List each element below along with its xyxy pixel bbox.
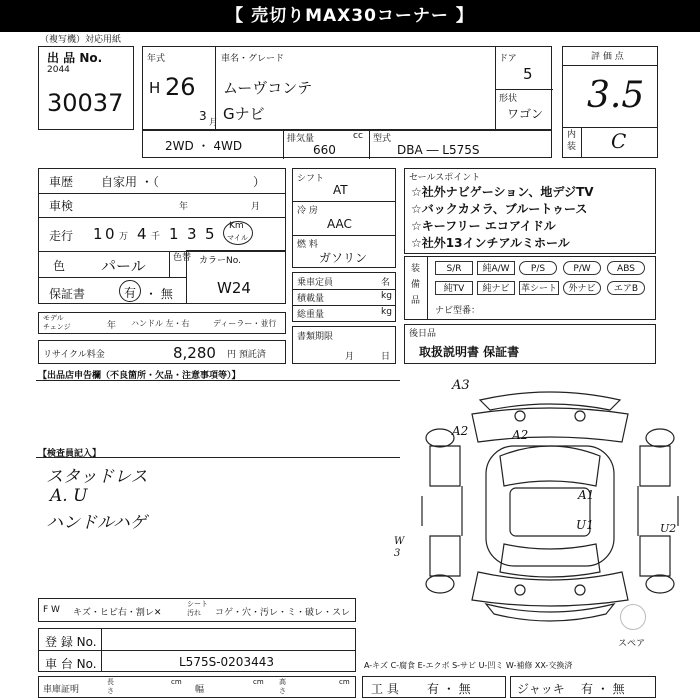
car-grade: Gナビ bbox=[223, 105, 265, 123]
damage-u1: U1 bbox=[576, 518, 594, 532]
fw-row bbox=[38, 598, 356, 622]
sales-point-item: ☆キーフリー エコアイドル bbox=[411, 219, 556, 233]
damage-a2-left: A2 bbox=[452, 424, 469, 438]
car-label: 車名・グレード bbox=[221, 54, 285, 64]
damage-u2: U2 bbox=[660, 522, 677, 535]
color-label: 色 bbox=[53, 259, 66, 273]
chassis-label: 車 台 No. bbox=[45, 657, 97, 671]
model-label: 型式 bbox=[373, 134, 392, 144]
history-value: 自家用 ・（ bbox=[101, 175, 159, 189]
sales-points-label: セールスポイント bbox=[409, 173, 481, 183]
year-value: 26 bbox=[165, 73, 196, 101]
equipment-label: 装 備 品 bbox=[411, 264, 421, 306]
equip-nav: 純ナビ bbox=[477, 281, 515, 295]
equip-tv: 純TV bbox=[435, 281, 473, 295]
mileage-d5: 3 bbox=[187, 225, 197, 243]
car-name: ムーヴコンテ bbox=[223, 79, 313, 97]
docs-expiry-month: 月 bbox=[345, 352, 355, 362]
tools-label: 工 具 bbox=[371, 682, 399, 696]
history-close: ） bbox=[253, 175, 266, 189]
interior-label: 内 装 bbox=[567, 130, 577, 152]
recycle-unit: 円 預託済 bbox=[227, 350, 266, 360]
spare-label: スペア bbox=[618, 639, 646, 649]
equip-leather: 革シート bbox=[519, 281, 559, 295]
length-label: 長 さ bbox=[107, 678, 114, 695]
displacement-unit: cc bbox=[353, 131, 363, 141]
rating-label: 評 価 点 bbox=[591, 52, 624, 62]
equip-aftermarket-nav: 外ナビ bbox=[563, 281, 601, 295]
mileage-d4: 1 bbox=[169, 225, 179, 243]
color-change-label: 色替 bbox=[173, 253, 192, 263]
sales-point-item: ☆バックカメラ、ブルートゥース bbox=[411, 202, 588, 216]
equipment-box bbox=[404, 256, 656, 320]
interior-value: C bbox=[611, 129, 627, 153]
model-change-handle: ハンドル 左・右 bbox=[131, 319, 190, 328]
fuel-value: ガソリン bbox=[319, 251, 368, 265]
inspection-year: 年 bbox=[179, 202, 189, 212]
height-unit: cm bbox=[339, 678, 350, 686]
jack-value: 有 ・ 無 bbox=[581, 682, 625, 696]
door-label: ドア bbox=[499, 54, 517, 64]
damage-a3: A3 bbox=[452, 378, 470, 393]
year-era: H bbox=[149, 79, 161, 97]
docs-expiry bbox=[292, 326, 396, 364]
equip-abs: ABS bbox=[607, 261, 645, 275]
registration-label: 登 録 No. bbox=[45, 635, 97, 649]
lot-number: 30037 bbox=[47, 89, 124, 117]
aircon-label: 冷 房 bbox=[297, 206, 318, 216]
sales-point-item: ☆社外13インチアルミホール bbox=[411, 236, 570, 250]
mileage-d6: 5 bbox=[205, 225, 215, 243]
load-label: 積載量 bbox=[297, 294, 325, 304]
tools-value: 有 ・ 無 bbox=[427, 682, 471, 696]
equipment-nav-note: ナビ型番： bbox=[435, 306, 481, 316]
equip-sr: S/R bbox=[435, 261, 473, 275]
door-value: 5 bbox=[523, 65, 533, 83]
jack-box bbox=[510, 676, 656, 698]
color-code: W24 bbox=[217, 279, 251, 297]
history-label: 車歴 bbox=[49, 175, 74, 189]
banner-title: 【 売切りMAX30コーナー 】 bbox=[0, 0, 700, 32]
spec-row bbox=[142, 130, 552, 158]
model-change-dealer: ディーラー・並行 bbox=[213, 319, 277, 328]
docs-expiry-day: 日 bbox=[381, 352, 391, 362]
width-label: 幅 bbox=[195, 685, 205, 695]
shape-value: ワゴン bbox=[507, 107, 544, 121]
car-box bbox=[142, 46, 552, 130]
shift-value: AT bbox=[333, 183, 348, 197]
fw-damage: キズ・ヒビ右・割レ✕ bbox=[73, 608, 162, 618]
shift-label: シフト bbox=[297, 174, 325, 184]
year-month: 3 bbox=[199, 109, 207, 123]
garage-cert bbox=[38, 676, 356, 698]
docs-expiry-label: 書類期限 bbox=[297, 332, 334, 342]
model-change-year: 年 bbox=[107, 321, 117, 331]
color-value: パール bbox=[101, 257, 146, 275]
damage-legend: A-キズ C-腐食 E-エクボ S-サビ U-凹ミ W-補修 XX-交換済 bbox=[364, 661, 573, 670]
inspection-month: 月 bbox=[251, 202, 261, 212]
height-label: 高 さ bbox=[279, 678, 286, 695]
gross-label: 総重量 bbox=[297, 310, 325, 320]
color-code-label: カラーNo. bbox=[199, 256, 241, 266]
mileage-unit-man: 万 bbox=[119, 232, 129, 242]
fw-label: F W bbox=[43, 605, 60, 615]
year-month-unit: 月 bbox=[209, 118, 219, 128]
inspection-label: 車検 bbox=[49, 199, 74, 213]
sales-points bbox=[404, 168, 656, 254]
inspector-note: A. U bbox=[50, 486, 88, 506]
model-value: DBA ― L575S bbox=[397, 143, 480, 157]
capacity-label: 乗車定員 bbox=[297, 278, 334, 288]
chassis-value: L575S-0203443 bbox=[179, 655, 274, 669]
registration-table bbox=[38, 628, 356, 672]
shape-label: 形状 bbox=[499, 94, 518, 104]
color-code-box bbox=[186, 250, 286, 304]
mileage-unit-sen: 千 bbox=[151, 232, 161, 242]
damage-a1: A1 bbox=[578, 488, 595, 502]
inspector-note: ハンドルハゲ bbox=[46, 513, 147, 533]
length-unit: cm bbox=[171, 678, 182, 686]
shift-table bbox=[292, 168, 396, 268]
seat-damage: コゲ・穴・汚レ・ミ・破レ・スレ bbox=[215, 608, 351, 618]
displacement-label: 排気量 bbox=[287, 134, 315, 144]
warranty-no: ・ 無 bbox=[145, 287, 173, 301]
damage-a2-roof: A2 bbox=[512, 428, 529, 442]
width-unit: cm bbox=[253, 678, 264, 686]
recycle-label: リサイクル料金 bbox=[43, 350, 105, 360]
warranty-label: 保証書 bbox=[49, 287, 86, 301]
drive-type: 2WD ・ 4WD bbox=[165, 139, 243, 153]
seller-note-label: 【出品店申告欄（不良箇所・欠品・注意事項等）】 bbox=[38, 371, 241, 381]
model-change-row bbox=[38, 312, 286, 334]
model-change-label: モデル チェンジ bbox=[43, 314, 71, 331]
rating-box bbox=[562, 46, 658, 158]
later-label: 後日品 bbox=[409, 329, 437, 339]
equip-alloy: 純A/W bbox=[477, 261, 515, 275]
capacity-table bbox=[292, 272, 396, 322]
lot-label: 出 品 No. bbox=[47, 51, 103, 65]
fuel-label: 燃 料 bbox=[297, 240, 318, 250]
damage-w3: W 3 bbox=[394, 536, 405, 559]
equip-airbag: エアB bbox=[607, 281, 645, 295]
header-note: （複写機）対応用紙 bbox=[40, 35, 122, 45]
capacity-unit: 名 bbox=[381, 278, 391, 288]
jack-label: ジャッキ bbox=[517, 682, 565, 696]
garage-cert-label: 車庫証明 bbox=[43, 685, 80, 695]
lot-stamp: 2044 bbox=[47, 65, 70, 75]
mileage-d1: 1 bbox=[93, 225, 103, 243]
mileage-label: 走行 bbox=[49, 229, 74, 243]
spare-tire-icon bbox=[620, 604, 646, 630]
aircon-value: AAC bbox=[327, 217, 352, 231]
tools-box bbox=[362, 676, 506, 698]
displacement-value: 660 bbox=[313, 143, 336, 157]
load-unit: kg bbox=[381, 291, 392, 301]
later-items bbox=[404, 324, 656, 364]
mileage-mile: マイル bbox=[227, 234, 248, 242]
later-value: 取扱説明書 保証書 bbox=[419, 345, 520, 359]
recycle-row bbox=[38, 340, 286, 364]
recycle-value: 8,280 bbox=[173, 344, 216, 362]
inspector-label: 【検査員記入】 bbox=[38, 449, 102, 459]
sales-point-item: ☆社外ナビゲーション、地デジTV bbox=[411, 185, 594, 199]
car-damage-diagram bbox=[400, 376, 700, 636]
lot-box bbox=[38, 46, 134, 130]
mileage-d3: 4 bbox=[137, 225, 147, 243]
seat-label: シート 汚れ bbox=[187, 600, 208, 617]
mileage-km: Km bbox=[229, 221, 244, 231]
year-label: 年式 bbox=[147, 54, 166, 64]
rating-value: 3.5 bbox=[587, 75, 645, 116]
inspector-note: スタッドレス bbox=[46, 467, 148, 487]
mileage-d2: 0 bbox=[105, 225, 115, 243]
warranty-yes: 有 bbox=[124, 286, 137, 300]
gross-unit: kg bbox=[381, 307, 392, 317]
equip-pw: P/W bbox=[563, 261, 601, 275]
equip-ps: P/S bbox=[519, 261, 557, 275]
